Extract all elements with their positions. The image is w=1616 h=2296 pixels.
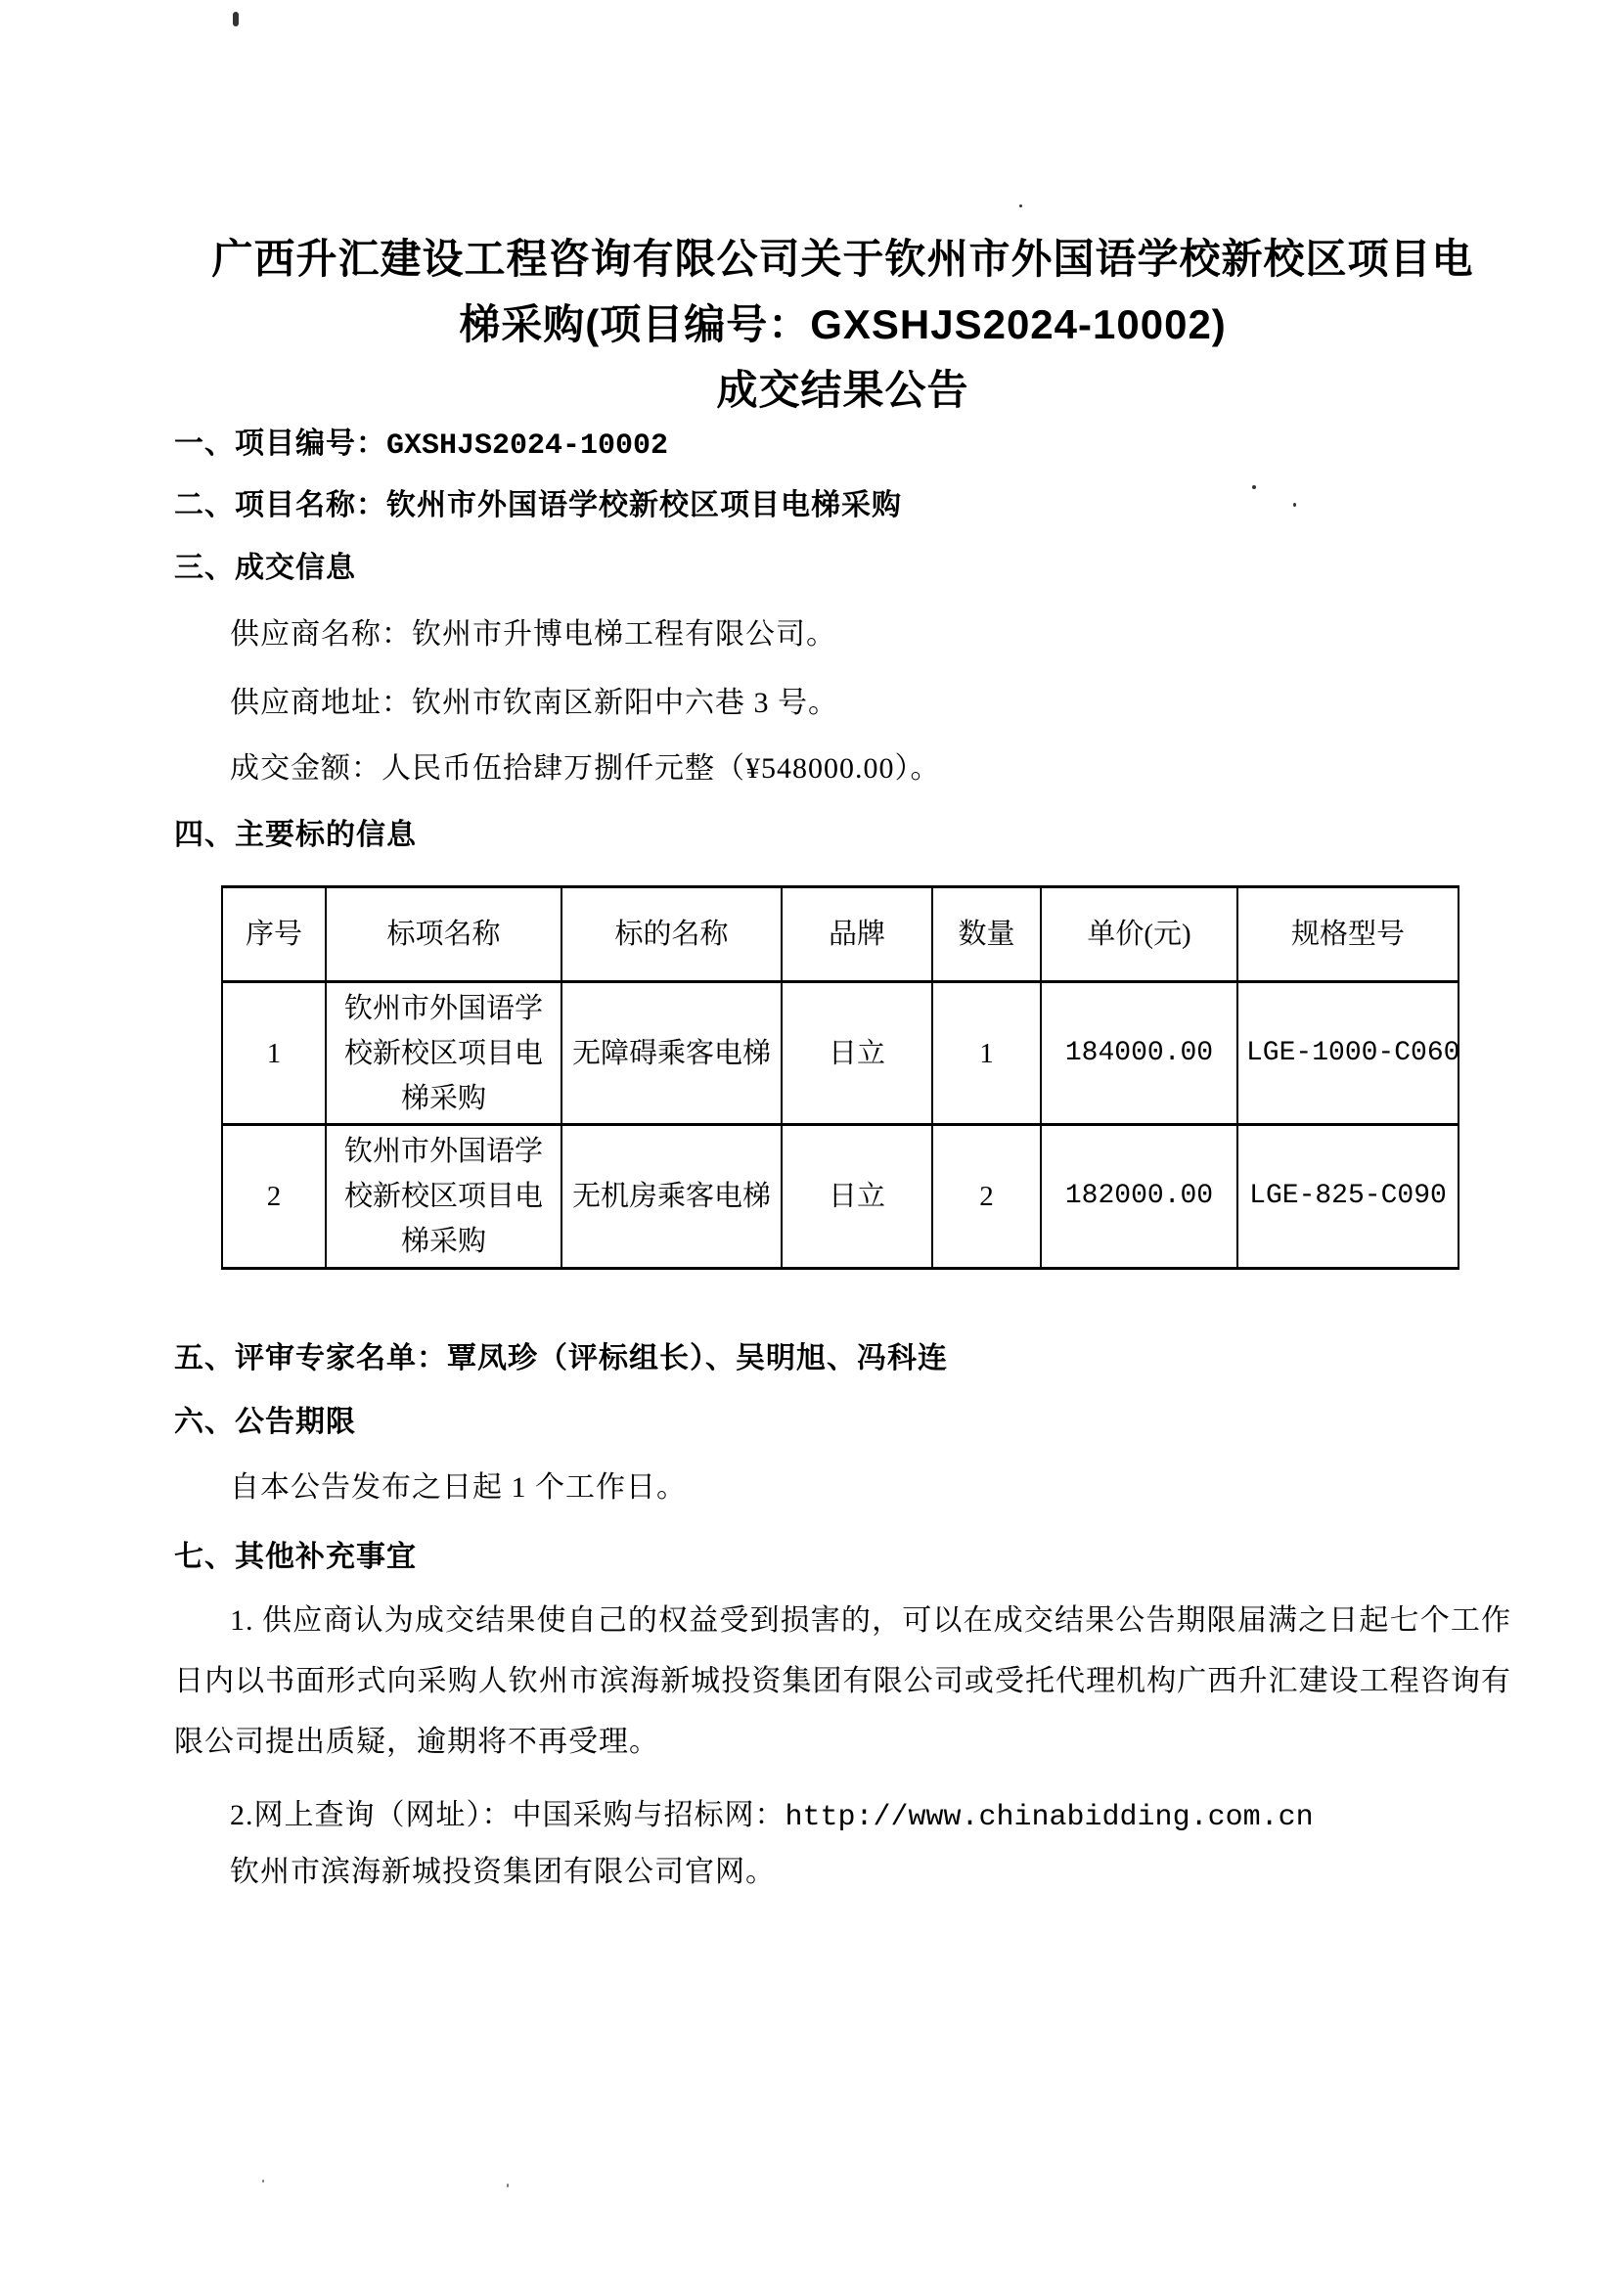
page-title <box>174 226 1511 423</box>
col-header-brand: 品牌 <box>782 887 932 982</box>
period-text-line: 自本公告发布之日起 1 个工作日。 <box>230 1471 687 1504</box>
cell-index: 2 <box>222 1125 326 1269</box>
page-title-line-1: 广西升汇建设工程咨询有限公司关于钦州市外国语学校新校区项目电 <box>211 236 1474 282</box>
page-title-line-2: 梯采购(项目编号：GXSHJS2024-10002) <box>459 301 1227 347</box>
award-amount-line: 成交金额：人民币伍拾肆万捌仟元整（¥548000.00）。 <box>230 752 941 785</box>
col-header-subject-name: 标的名称 <box>561 887 782 982</box>
col-header-spec-model: 规格型号 <box>1237 887 1459 982</box>
scan-speck <box>1252 485 1256 489</box>
page-title-line-3: 成交结果公告 <box>716 367 969 413</box>
col-header-index: 序号 <box>222 887 326 982</box>
cell-index: 1 <box>222 982 326 1125</box>
cell-lot-name: 钦州市外国语学校新校区项目电梯采购 <box>326 982 561 1125</box>
supplier-name-line: 供应商名称：钦州市升博电梯工程有限公司。 <box>230 618 836 651</box>
section-project-number <box>174 419 668 463</box>
table-row <box>222 1125 1459 1269</box>
note-2-url: http://www.chinabidding.com.cn <box>785 1801 1314 1834</box>
table-header-row <box>222 887 1459 982</box>
cell-unit-price: 184000.00 <box>1041 982 1237 1125</box>
cell-unit-price: 182000.00 <box>1041 1125 1237 1269</box>
supplementary-note-3: 钦州市滨海新城投资集团有限公司官网。 <box>230 1856 776 1888</box>
cell-brand: 日立 <box>782 1125 932 1269</box>
col-header-unit-price: 单价(元) <box>1041 887 1237 982</box>
subject-info-table <box>221 885 1459 1270</box>
supplier-address-line: 供应商地址：钦州市钦南区新阳中六巷 3 号。 <box>230 687 838 719</box>
section-period-heading: 六、公告期限 <box>174 1406 356 1438</box>
cell-spec-model: LGE-825-C090 <box>1237 1125 1459 1269</box>
section-other-heading: 七、其他补充事宜 <box>174 1541 417 1573</box>
cell-quantity: 1 <box>932 982 1041 1125</box>
scan-speck <box>1019 204 1022 207</box>
section-experts: 五、评审专家名单：覃凤珍（评标组长）、吴明旭、冯科连 <box>174 1342 948 1374</box>
section-award-info-heading: 三、成交信息 <box>174 552 356 584</box>
col-header-lot-name: 标项名称 <box>326 887 561 982</box>
cell-spec-model: LGE-1000-C060 <box>1237 982 1459 1125</box>
scan-speck <box>507 2183 509 2187</box>
note-2-prefix: 2.网上查询（网址）：中国采购与招标网： <box>230 1799 786 1831</box>
cell-brand: 日立 <box>782 982 932 1125</box>
cell-lot-name: 钦州市外国语学校新校区项目电梯采购 <box>326 1125 561 1269</box>
cell-subject-name: 无障碍乘客电梯 <box>561 982 782 1125</box>
col-header-quantity: 数量 <box>932 887 1041 982</box>
scan-speck <box>233 12 239 26</box>
supplementary-note-1: 1. 供应商认为成交结果使自己的权益受到损害的，可以在成交结果公告期限届满之日起七个工作日内以书面形式向采购人钦州市滨海新城投资集团有限公司或受托代理机构广西升汇建设工程咨询有限公司提出质疑，逾期将不再受理。 <box>174 1604 1511 1758</box>
project-number-label: 一、项目编号： <box>174 428 386 460</box>
scan-speck <box>1293 503 1296 507</box>
scan-speck <box>262 2180 264 2183</box>
section-subject-info-heading: 四、主要标的信息 <box>174 819 417 851</box>
cell-quantity: 2 <box>932 1125 1041 1269</box>
project-number-value: GXSHJS2024-10002 <box>386 429 669 463</box>
table-row <box>222 982 1459 1125</box>
cell-subject-name: 无机房乘客电梯 <box>561 1125 782 1269</box>
supplementary-note-2 <box>230 1790 1314 1834</box>
section-project-name: 二、项目名称：钦州市外国语学校新校区项目电梯采购 <box>174 489 902 521</box>
